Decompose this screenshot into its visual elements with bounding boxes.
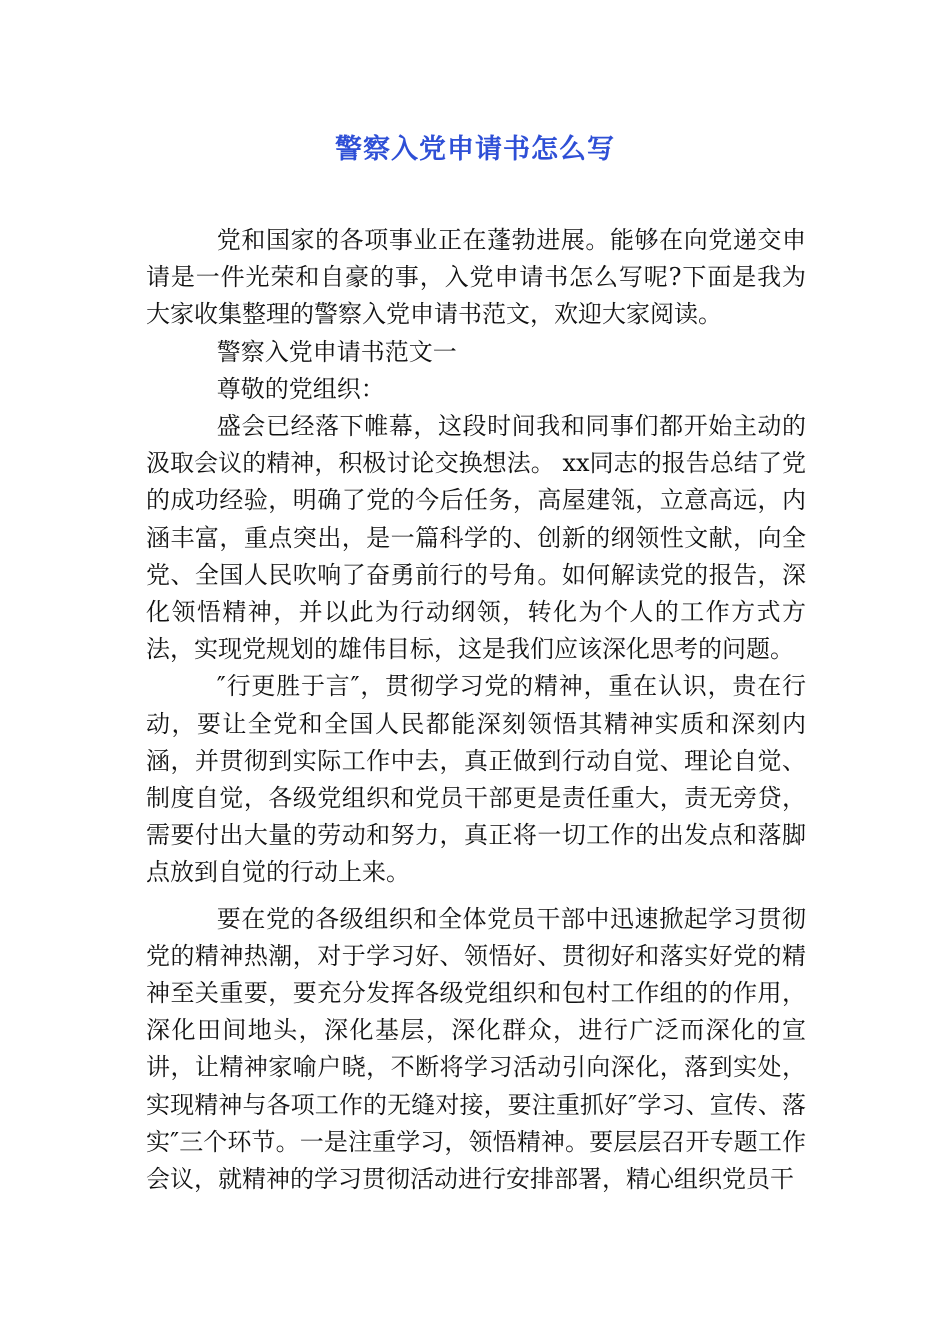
document-body — [146, 222, 806, 1198]
paragraph-intro: 党和国家的各项事业正在蓬勃进展。能够在向党递交申请是一件光荣和自豪的事，入党申请书怎么写呢?下面是我为大家收集整理的警察入党申请书范文，欢迎大家阅读。 — [146, 226, 806, 329]
paragraph-body-1: 盛会已经落下帷幕，这段时间我和同事们都开始主动的汲取会议的精神，积极讨论交换想法。 xx同志的报告总结了党的成功经验，明确了党的今后任务，高屋建瓴，立意高远，内涵丰富，重点突出，是一篇科学的、创新的纲领性文献，向全党、全国人民吹响了奋勇前行的号角。如何解读党的报告，深化领悟精神，并以此为行动纲领，转化为个人的工作方式方法，实现党规划的雄伟目标，这是我们应该深化思考的问题。 — [146, 412, 806, 664]
paragraph-body-3: 要在党的各级组织和全体党员干部中迅速掀起学习贯彻党的精神热潮，对于学习好、领悟好、贯彻好和落实好党的精神至关重要，要充分发挥各级党组织和包村工作组的的作用，深化田间地头，深化基层，深化群众，进行广泛而深化的宣讲，让精神家喻户晓，不断将学习活动引向深化，落到实处，实现精神与各项工作的无缝对接，要注重抓好″学习、宣传、落实″三个环节。一是注重学习，领悟精神。要层层召开专题工作会议，就精神的学习贯彻活动进行安排部署，精心组织党员干 — [146, 904, 806, 1194]
paragraph-sample-heading: 警察入党申请书范文一 — [216, 337, 457, 366]
paragraph-salutation: 尊敬的党组织： — [216, 374, 385, 403]
paragraph-body-2: ″行更胜于言″，贯彻学习党的精神，重在认识，贵在行动，要让全党和全国人民都能深刻领悟其精神实质和深刻内涵，并贯彻到实际工作中去，真正做到行动自觉、理论自觉、制度自觉，各级党组织和党员干部更是责任重大，责无旁贷，需要付出大量的劳动和努力，真正将一切工作的出发点和落脚点放到自觉的行动上来。 — [146, 672, 806, 887]
document-title: 警察入党申请书怎么写 — [335, 134, 615, 165]
